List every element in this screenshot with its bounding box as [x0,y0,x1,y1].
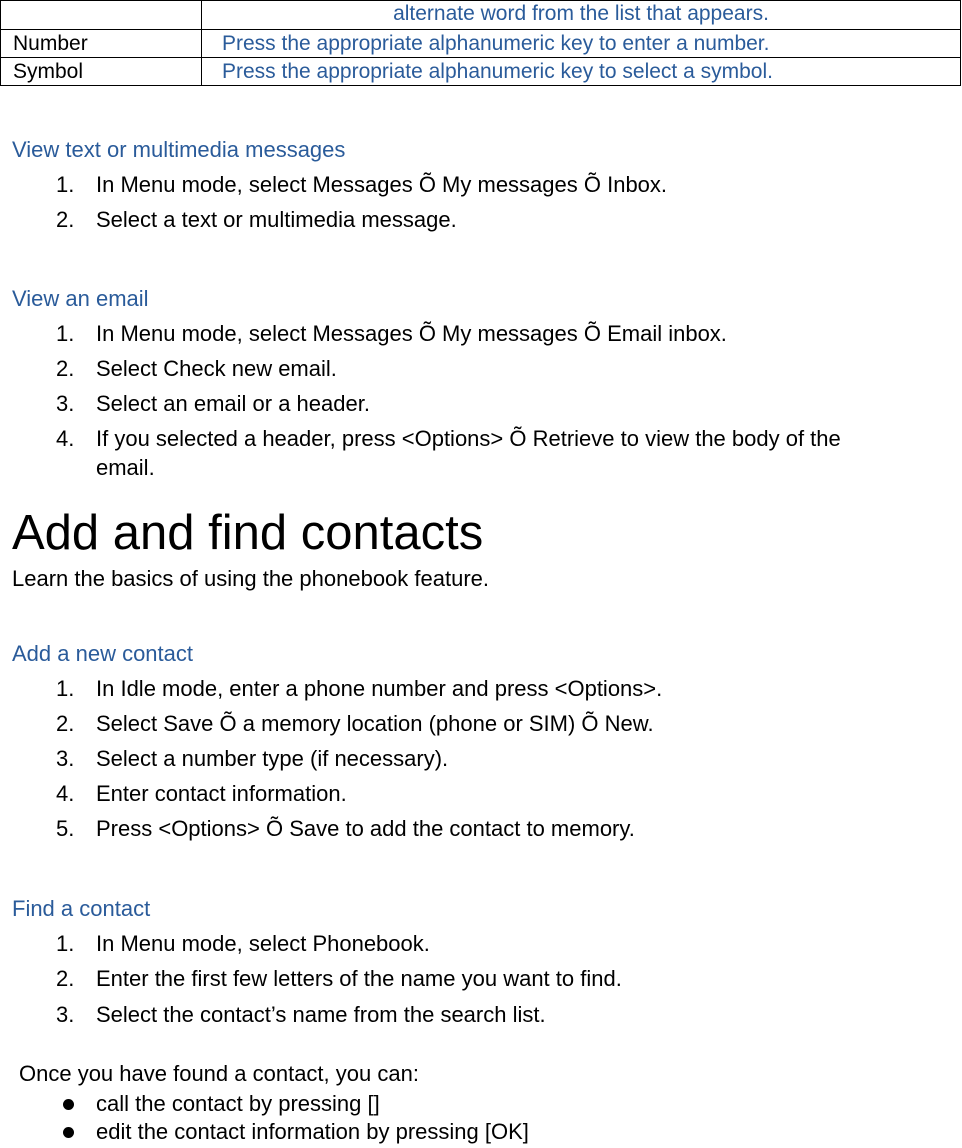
bullet-text: edit the contact information by pressing [OK] [96,1119,529,1144]
step-number: 2. [56,207,75,232]
step-text: Enter the first few letters of the name you want to find. [96,966,622,991]
step-number: 2. [56,966,75,991]
step-text: In Menu mode, select Messages Õ My messages Õ Inbox. [96,172,668,197]
step-number: 5. [56,816,75,841]
step-text: In Menu mode, select Phonebook. [96,931,430,956]
table-cell-description: Press the appropriate alphanumeric key to enter a number. [202,30,961,58]
table-row [1,30,961,58]
table-cell-description: Press the appropriate alphanumeric key to select a symbol. [202,58,961,86]
table-cell-mode: Number [1,30,202,58]
bullet-icon [63,1127,74,1138]
step-text: If you selected a header, press <Options> Õ Retrieve to view the body of the [96,426,841,451]
table-cell-description: alternate word from the list that appears. [202,1,961,30]
step-number: 2. [56,356,75,381]
section-heading-view-messages: View text or multimedia messages [12,137,346,162]
step-number: 4. [56,781,75,806]
step-number: 4. [56,426,75,451]
page-title: Add and find contacts [12,506,484,560]
step-number: 3. [56,1002,75,1027]
step-number: 1. [56,172,75,197]
step-text: Select the contact’s name from the search list. [96,1002,546,1027]
step-text: Press <Options> Õ Save to add the contact to memory. [96,816,635,841]
step-text: Enter contact information. [96,781,347,806]
section-heading-view-email: View an email [12,286,149,311]
step-number: 3. [56,391,75,416]
step-text: Select Check new email. [96,356,337,381]
section-heading-find-contact: Find a contact [12,896,151,921]
step-text: Select Save Õ a memory location (phone or SIM) Õ New. [96,711,654,736]
step-text: Select a number type (if necessary). [96,746,449,771]
step-number: 3. [56,746,75,771]
bullet-text: call the contact by pressing [] [96,1091,380,1116]
table-row [1,58,961,86]
section-intro: Learn the basics of using the phonebook feature. [12,566,490,591]
section-heading-add-contact: Add a new contact [12,641,194,666]
step-number: 1. [56,931,75,956]
step-text: Select a text or multimedia message. [96,207,457,232]
step-text: Select an email or a header. [96,391,370,416]
key-mode-table [0,0,961,86]
step-text: In Menu mode, select Messages Õ My messages Õ Email inbox. [96,321,727,346]
step-text-continued: email. [96,455,155,480]
found-intro: Once you have found a contact, you can: [19,1061,419,1086]
step-number: 2. [56,711,75,736]
table-cell-mode: Symbol [1,58,202,86]
bullet-icon [63,1099,74,1110]
step-number: 1. [56,321,75,346]
table-row [1,1,961,30]
step-number: 1. [56,676,75,701]
table-cell-mode [1,1,202,30]
step-text: In Idle mode, enter a phone number and press <Options>. [96,676,663,701]
